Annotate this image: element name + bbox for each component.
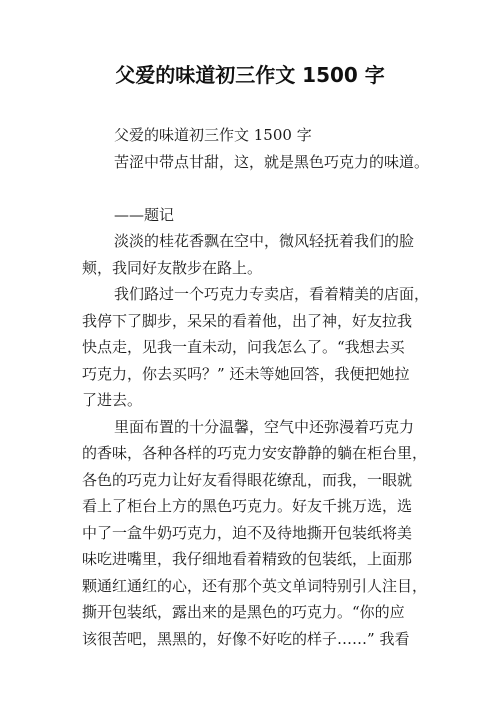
document-body — [82, 122, 430, 652]
body-line: 父爱的味道初三作文 1500 字 — [114, 126, 312, 144]
body-line: 各色的巧克力让好友看得眼花缭乱，而我，一眼就 — [82, 470, 413, 489]
body-line: 我停下了脚步，呆呆的看着他，出了神，好友拉我 — [82, 311, 413, 330]
body-line: 中了一盒牛奶巧克力，迫不及待地撕开包装纸将美 — [82, 523, 413, 542]
body-line: 淡淡的桂花香飘在空中，微风轻抚着我们的脸 — [114, 232, 415, 250]
body-line: 苦涩中带点甘甜，这，就是黑色巧克力的味道。 — [114, 152, 430, 171]
body-line: 颊，我同好友散步在路上。 — [82, 258, 263, 277]
paragraph-gap — [82, 175, 427, 202]
body-line: 了进去。 — [82, 391, 143, 409]
body-line: 看上了柜台上方的黑色巧克力。好友千挑万选，选 — [82, 497, 413, 515]
body-line: 撕开包装纸，露出来的是黑色的巧克力。“你的应 — [82, 603, 405, 621]
body-line: 该很苦吧，黑黑的，好像不好吃的样子……” 我看 — [82, 629, 410, 648]
body-line: 里面布置的十分温馨，空气中还弥漫着巧克力 — [114, 417, 415, 436]
body-line: 我们路过一个巧克力专卖店，看着精美的店面， — [114, 285, 430, 303]
body-line: 巧克力，你去买吗？” 还未等她回答，我便把她拉 — [82, 364, 410, 383]
body-line: 颗通红通红的心，还有那个英文单词特别引人注目， — [82, 576, 428, 595]
body-line: 快点走，见我一直未动，问我怎么了。“我想去买 — [82, 338, 405, 356]
body-line: 味吃进嘴里，我仔细地看着精致的包装纸，上面那 — [82, 550, 413, 568]
body-line: ——题记 — [114, 205, 175, 224]
document-title: 父爱的味道初三作文 1500 字 — [115, 63, 385, 87]
body-line: 的香味，各种各样的巧克力安安静静的躺在柜台里， — [82, 444, 428, 462]
